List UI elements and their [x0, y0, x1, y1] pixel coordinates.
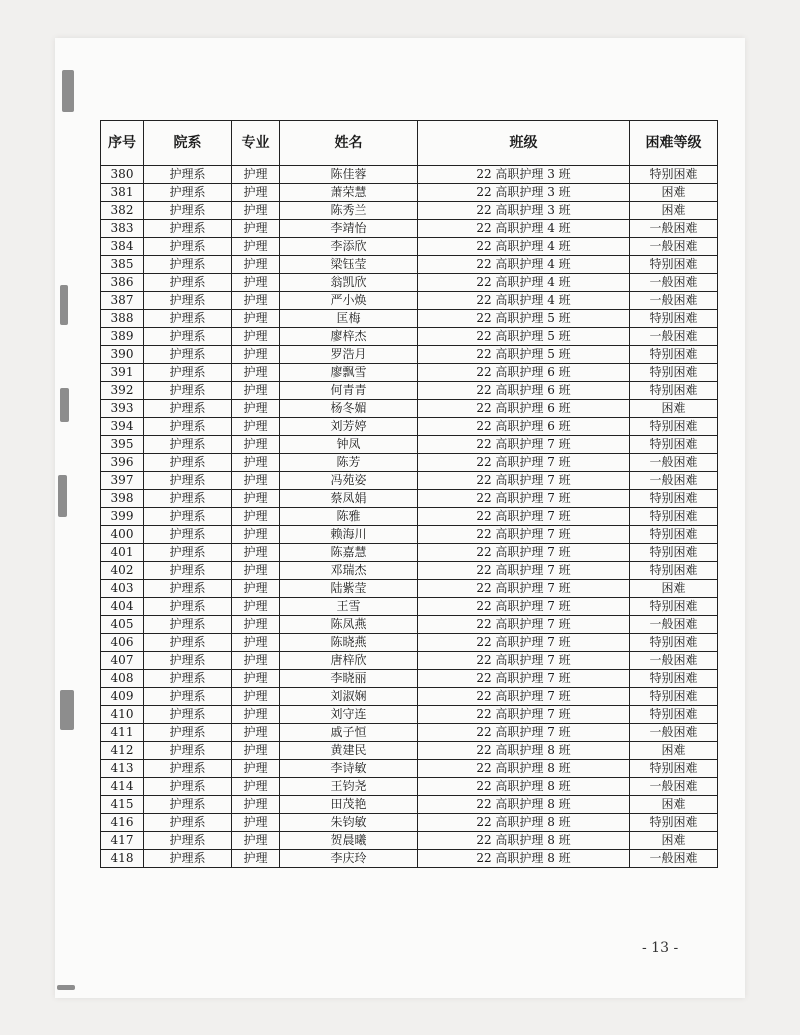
cell-department: 护理系	[144, 256, 232, 274]
cell-department: 护理系	[144, 184, 232, 202]
cell-department: 护理系	[144, 688, 232, 706]
table-row	[101, 526, 718, 544]
cell-class: 22 高职护理 7 班	[418, 472, 630, 490]
cell-major: 护理	[232, 166, 280, 184]
cell-name: 王钧尧	[280, 778, 418, 796]
cell-class: 22 高职护理 7 班	[418, 580, 630, 598]
header-class: 班级	[418, 121, 630, 166]
cell-department: 护理系	[144, 166, 232, 184]
table-row	[101, 598, 718, 616]
cell-department: 护理系	[144, 796, 232, 814]
table-row	[101, 184, 718, 202]
cell-name: 陈晓燕	[280, 634, 418, 652]
cell-department: 护理系	[144, 742, 232, 760]
cell-difficulty-level: 特别困难	[630, 418, 718, 436]
cell-class: 22 高职护理 3 班	[418, 202, 630, 220]
cell-department: 护理系	[144, 706, 232, 724]
cell-index: 388	[101, 310, 144, 328]
table-row	[101, 616, 718, 634]
cell-department: 护理系	[144, 364, 232, 382]
page-number: - 13 -	[642, 940, 679, 956]
cell-department: 护理系	[144, 760, 232, 778]
table-row	[101, 688, 718, 706]
cell-index: 416	[101, 814, 144, 832]
cell-index: 384	[101, 238, 144, 256]
cell-difficulty-level: 特别困难	[630, 562, 718, 580]
cell-major: 护理	[232, 274, 280, 292]
cell-class: 22 高职护理 7 班	[418, 490, 630, 508]
cell-name: 李晓丽	[280, 670, 418, 688]
cell-major: 护理	[232, 202, 280, 220]
cell-index: 386	[101, 274, 144, 292]
cell-name: 廖飘雪	[280, 364, 418, 382]
cell-name: 田茂艳	[280, 796, 418, 814]
cell-department: 护理系	[144, 850, 232, 868]
cell-difficulty-level: 特别困难	[630, 490, 718, 508]
cell-class: 22 高职护理 7 班	[418, 688, 630, 706]
table-row	[101, 274, 718, 292]
cell-index: 394	[101, 418, 144, 436]
cell-index: 380	[101, 166, 144, 184]
table-body	[101, 166, 718, 868]
cell-name: 廖梓杰	[280, 328, 418, 346]
cell-difficulty-level: 困难	[630, 580, 718, 598]
cell-department: 护理系	[144, 598, 232, 616]
cell-name: 陈雅	[280, 508, 418, 526]
cell-name: 李诗敏	[280, 760, 418, 778]
cell-name: 罗浩月	[280, 346, 418, 364]
cell-major: 护理	[232, 328, 280, 346]
scan-artifact	[60, 690, 74, 730]
cell-name: 刘淑娴	[280, 688, 418, 706]
cell-class: 22 高职护理 7 班	[418, 634, 630, 652]
cell-index: 404	[101, 598, 144, 616]
cell-class: 22 高职护理 8 班	[418, 778, 630, 796]
cell-department: 护理系	[144, 562, 232, 580]
cell-index: 385	[101, 256, 144, 274]
cell-name: 翁凯欣	[280, 274, 418, 292]
cell-difficulty-level: 特别困难	[630, 706, 718, 724]
cell-name: 陆紫莹	[280, 580, 418, 598]
table-row	[101, 238, 718, 256]
cell-index: 395	[101, 436, 144, 454]
table-row	[101, 814, 718, 832]
table-row	[101, 580, 718, 598]
cell-major: 护理	[232, 778, 280, 796]
cell-difficulty-level: 困难	[630, 400, 718, 418]
table-row	[101, 364, 718, 382]
cell-class: 22 高职护理 7 班	[418, 508, 630, 526]
header-department: 院系	[144, 121, 232, 166]
cell-difficulty-level: 困难	[630, 202, 718, 220]
table-row	[101, 652, 718, 670]
table-row	[101, 724, 718, 742]
table-row	[101, 742, 718, 760]
cell-major: 护理	[232, 652, 280, 670]
cell-difficulty-level: 一般困难	[630, 652, 718, 670]
cell-name: 陈芳	[280, 454, 418, 472]
cell-major: 护理	[232, 706, 280, 724]
cell-major: 护理	[232, 580, 280, 598]
cell-department: 护理系	[144, 526, 232, 544]
cell-name: 黄建民	[280, 742, 418, 760]
cell-class: 22 高职护理 7 班	[418, 598, 630, 616]
cell-index: 401	[101, 544, 144, 562]
cell-difficulty-level: 困难	[630, 742, 718, 760]
cell-department: 护理系	[144, 436, 232, 454]
cell-name: 朱钧敏	[280, 814, 418, 832]
cell-major: 护理	[232, 850, 280, 868]
cell-class: 22 高职护理 3 班	[418, 184, 630, 202]
cell-major: 护理	[232, 454, 280, 472]
table-row	[101, 328, 718, 346]
cell-difficulty-level: 困难	[630, 796, 718, 814]
cell-class: 22 高职护理 8 班	[418, 760, 630, 778]
cell-major: 护理	[232, 364, 280, 382]
table-row	[101, 670, 718, 688]
cell-difficulty-level: 特别困难	[630, 814, 718, 832]
cell-major: 护理	[232, 346, 280, 364]
cell-index: 406	[101, 634, 144, 652]
cell-department: 护理系	[144, 616, 232, 634]
cell-class: 22 高职护理 8 班	[418, 814, 630, 832]
cell-major: 护理	[232, 184, 280, 202]
cell-major: 护理	[232, 526, 280, 544]
cell-department: 护理系	[144, 346, 232, 364]
cell-class: 22 高职护理 7 班	[418, 436, 630, 454]
cell-department: 护理系	[144, 454, 232, 472]
cell-name: 梁钰莹	[280, 256, 418, 274]
cell-difficulty-level: 特别困难	[630, 256, 718, 274]
cell-class: 22 高职护理 4 班	[418, 274, 630, 292]
cell-index: 407	[101, 652, 144, 670]
cell-department: 护理系	[144, 724, 232, 742]
cell-difficulty-level: 特别困难	[630, 544, 718, 562]
cell-department: 护理系	[144, 832, 232, 850]
scan-artifact	[60, 388, 69, 422]
cell-index: 391	[101, 364, 144, 382]
cell-index: 382	[101, 202, 144, 220]
cell-name: 邓瑞杰	[280, 562, 418, 580]
table-row	[101, 346, 718, 364]
cell-department: 护理系	[144, 652, 232, 670]
cell-department: 护理系	[144, 508, 232, 526]
cell-difficulty-level: 一般困难	[630, 850, 718, 868]
scan-artifact	[58, 475, 67, 517]
table-row	[101, 400, 718, 418]
cell-difficulty-level: 特别困难	[630, 760, 718, 778]
cell-department: 护理系	[144, 328, 232, 346]
cell-difficulty-level: 一般困难	[630, 238, 718, 256]
cell-difficulty-level: 一般困难	[630, 328, 718, 346]
cell-class: 22 高职护理 6 班	[418, 418, 630, 436]
cell-class: 22 高职护理 7 班	[418, 544, 630, 562]
cell-name: 李添欣	[280, 238, 418, 256]
table-row	[101, 166, 718, 184]
cell-class: 22 高职护理 7 班	[418, 724, 630, 742]
table-header-row	[101, 121, 718, 166]
cell-name: 刘芳婷	[280, 418, 418, 436]
cell-major: 护理	[232, 238, 280, 256]
cell-difficulty-level: 特别困难	[630, 634, 718, 652]
cell-index: 392	[101, 382, 144, 400]
cell-department: 护理系	[144, 544, 232, 562]
table-row	[101, 544, 718, 562]
cell-difficulty-level: 特别困难	[630, 436, 718, 454]
table-row	[101, 454, 718, 472]
table-row	[101, 436, 718, 454]
cell-index: 390	[101, 346, 144, 364]
table-row	[101, 418, 718, 436]
cell-name: 刘守连	[280, 706, 418, 724]
cell-difficulty-level: 特别困难	[630, 526, 718, 544]
table-row	[101, 472, 718, 490]
cell-major: 护理	[232, 760, 280, 778]
cell-major: 护理	[232, 220, 280, 238]
cell-name: 李庆玲	[280, 850, 418, 868]
table-row	[101, 760, 718, 778]
cell-major: 护理	[232, 814, 280, 832]
cell-name: 何青青	[280, 382, 418, 400]
cell-class: 22 高职护理 7 班	[418, 562, 630, 580]
cell-name: 严小焕	[280, 292, 418, 310]
cell-class: 22 高职护理 4 班	[418, 256, 630, 274]
table-row	[101, 778, 718, 796]
table-row	[101, 202, 718, 220]
cell-difficulty-level: 一般困难	[630, 778, 718, 796]
cell-class: 22 高职护理 7 班	[418, 706, 630, 724]
table-row	[101, 490, 718, 508]
cell-major: 护理	[232, 634, 280, 652]
cell-difficulty-level: 一般困难	[630, 472, 718, 490]
cell-index: 411	[101, 724, 144, 742]
table-row	[101, 508, 718, 526]
table-row	[101, 832, 718, 850]
cell-department: 护理系	[144, 670, 232, 688]
cell-difficulty-level: 特别困难	[630, 688, 718, 706]
cell-department: 护理系	[144, 418, 232, 436]
cell-department: 护理系	[144, 292, 232, 310]
cell-class: 22 高职护理 4 班	[418, 238, 630, 256]
cell-major: 护理	[232, 256, 280, 274]
table-row	[101, 634, 718, 652]
cell-department: 护理系	[144, 580, 232, 598]
cell-difficulty-level: 特别困难	[630, 670, 718, 688]
cell-major: 护理	[232, 310, 280, 328]
cell-difficulty-level: 特别困难	[630, 382, 718, 400]
cell-major: 护理	[232, 742, 280, 760]
cell-difficulty-level: 特别困难	[630, 310, 718, 328]
cell-index: 399	[101, 508, 144, 526]
cell-major: 护理	[232, 688, 280, 706]
cell-name: 冯苑姿	[280, 472, 418, 490]
cell-major: 护理	[232, 490, 280, 508]
cell-class: 22 高职护理 4 班	[418, 220, 630, 238]
cell-index: 418	[101, 850, 144, 868]
cell-class: 22 高职护理 5 班	[418, 310, 630, 328]
cell-name: 赖海川	[280, 526, 418, 544]
table-row	[101, 706, 718, 724]
cell-class: 22 高职护理 7 班	[418, 526, 630, 544]
cell-major: 护理	[232, 418, 280, 436]
cell-major: 护理	[232, 436, 280, 454]
cell-name: 陈嘉慧	[280, 544, 418, 562]
cell-index: 413	[101, 760, 144, 778]
cell-major: 护理	[232, 508, 280, 526]
cell-index: 417	[101, 832, 144, 850]
cell-class: 22 高职护理 8 班	[418, 832, 630, 850]
cell-name: 王雪	[280, 598, 418, 616]
table-row	[101, 292, 718, 310]
table-row	[101, 850, 718, 868]
cell-index: 408	[101, 670, 144, 688]
cell-class: 22 高职护理 3 班	[418, 166, 630, 184]
cell-index: 412	[101, 742, 144, 760]
cell-difficulty-level: 特别困难	[630, 346, 718, 364]
cell-name: 戚子恒	[280, 724, 418, 742]
table-row	[101, 310, 718, 328]
scan-artifact	[57, 985, 75, 990]
cell-difficulty-level: 一般困难	[630, 292, 718, 310]
cell-index: 415	[101, 796, 144, 814]
cell-name: 陈凤燕	[280, 616, 418, 634]
cell-department: 护理系	[144, 202, 232, 220]
cell-department: 护理系	[144, 310, 232, 328]
cell-difficulty-level: 一般困难	[630, 220, 718, 238]
cell-difficulty-level: 一般困难	[630, 616, 718, 634]
cell-department: 护理系	[144, 382, 232, 400]
header-index: 序号	[101, 121, 144, 166]
table-row	[101, 382, 718, 400]
cell-major: 护理	[232, 472, 280, 490]
cell-major: 护理	[232, 832, 280, 850]
cell-index: 400	[101, 526, 144, 544]
cell-difficulty-level: 特别困难	[630, 508, 718, 526]
cell-index: 410	[101, 706, 144, 724]
cell-department: 护理系	[144, 814, 232, 832]
cell-difficulty-level: 困难	[630, 832, 718, 850]
student-roster-table	[100, 120, 718, 868]
cell-class: 22 高职护理 8 班	[418, 796, 630, 814]
cell-index: 387	[101, 292, 144, 310]
cell-name: 李靖怡	[280, 220, 418, 238]
cell-class: 22 高职护理 7 班	[418, 670, 630, 688]
cell-class: 22 高职护理 6 班	[418, 400, 630, 418]
cell-index: 405	[101, 616, 144, 634]
header-major: 专业	[232, 121, 280, 166]
cell-major: 护理	[232, 670, 280, 688]
cell-class: 22 高职护理 6 班	[418, 364, 630, 382]
cell-difficulty-level: 特别困难	[630, 364, 718, 382]
cell-class: 22 高职护理 7 班	[418, 616, 630, 634]
cell-name: 匡梅	[280, 310, 418, 328]
cell-name: 萧荣慧	[280, 184, 418, 202]
cell-difficulty-level: 一般困难	[630, 724, 718, 742]
cell-difficulty-level: 困难	[630, 184, 718, 202]
header-difficulty-level: 困难等级	[630, 121, 718, 166]
cell-class: 22 高职护理 7 班	[418, 652, 630, 670]
cell-major: 护理	[232, 292, 280, 310]
cell-major: 护理	[232, 544, 280, 562]
cell-difficulty-level: 一般困难	[630, 274, 718, 292]
cell-index: 414	[101, 778, 144, 796]
scan-artifact	[60, 285, 68, 325]
cell-major: 护理	[232, 724, 280, 742]
table-row	[101, 220, 718, 238]
table-row	[101, 796, 718, 814]
cell-class: 22 高职护理 7 班	[418, 454, 630, 472]
table-row	[101, 562, 718, 580]
cell-major: 护理	[232, 796, 280, 814]
cell-index: 396	[101, 454, 144, 472]
cell-index: 397	[101, 472, 144, 490]
scan-artifact	[62, 70, 74, 112]
cell-department: 护理系	[144, 274, 232, 292]
cell-index: 409	[101, 688, 144, 706]
cell-class: 22 高职护理 8 班	[418, 742, 630, 760]
cell-department: 护理系	[144, 472, 232, 490]
cell-name: 陈佳蓉	[280, 166, 418, 184]
cell-difficulty-level: 一般困难	[630, 454, 718, 472]
cell-name: 陈秀兰	[280, 202, 418, 220]
cell-department: 护理系	[144, 490, 232, 508]
cell-class: 22 高职护理 5 班	[418, 328, 630, 346]
cell-major: 护理	[232, 616, 280, 634]
cell-index: 393	[101, 400, 144, 418]
cell-name: 杨冬媚	[280, 400, 418, 418]
table-row	[101, 256, 718, 274]
cell-major: 护理	[232, 562, 280, 580]
cell-department: 护理系	[144, 238, 232, 256]
cell-index: 381	[101, 184, 144, 202]
cell-department: 护理系	[144, 220, 232, 238]
cell-index: 389	[101, 328, 144, 346]
cell-class: 22 高职护理 5 班	[418, 346, 630, 364]
cell-index: 403	[101, 580, 144, 598]
cell-department: 护理系	[144, 634, 232, 652]
cell-index: 383	[101, 220, 144, 238]
cell-class: 22 高职护理 6 班	[418, 382, 630, 400]
cell-class: 22 高职护理 4 班	[418, 292, 630, 310]
cell-name: 蔡凤娟	[280, 490, 418, 508]
cell-department: 护理系	[144, 778, 232, 796]
cell-major: 护理	[232, 400, 280, 418]
cell-major: 护理	[232, 598, 280, 616]
cell-index: 402	[101, 562, 144, 580]
cell-difficulty-level: 特别困难	[630, 598, 718, 616]
cell-major: 护理	[232, 382, 280, 400]
cell-class: 22 高职护理 8 班	[418, 850, 630, 868]
cell-department: 护理系	[144, 400, 232, 418]
header-name: 姓名	[280, 121, 418, 166]
cell-name: 钟凤	[280, 436, 418, 454]
cell-name: 贺晨曦	[280, 832, 418, 850]
cell-difficulty-level: 特别困难	[630, 166, 718, 184]
cell-name: 唐梓欣	[280, 652, 418, 670]
cell-index: 398	[101, 490, 144, 508]
